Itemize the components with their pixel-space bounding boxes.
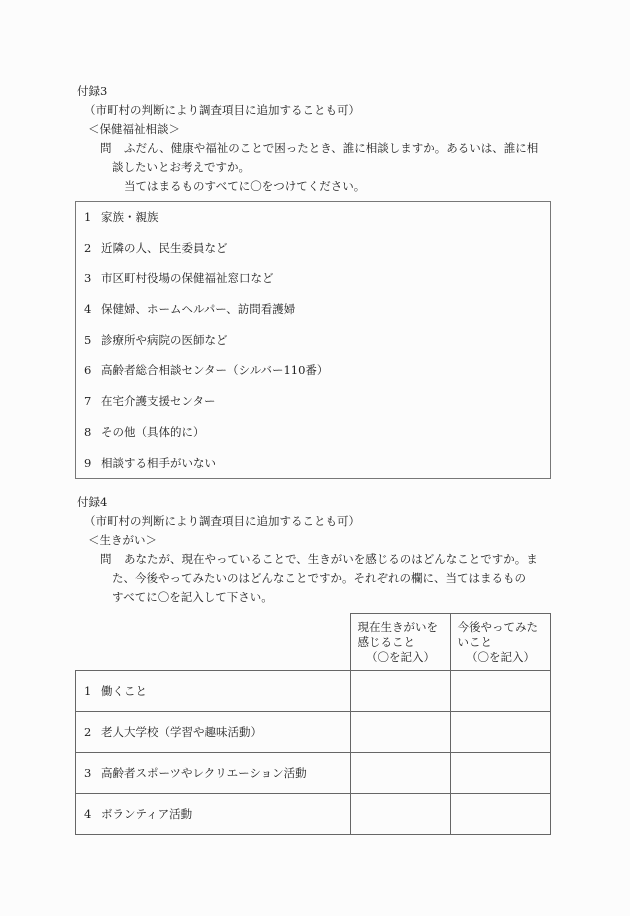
row-number: 2: [84, 725, 92, 739]
option-number: 7: [84, 394, 92, 408]
option-label: 近隣の人、民生委員など: [101, 241, 228, 255]
header-future-sub: （〇を記入）: [466, 650, 535, 664]
appendix-4-topic: ＜生きがい＞: [88, 533, 157, 547]
appendix-4-note: （市町村の判断により調査項目に追加することも可）: [84, 514, 360, 528]
current-mark-cell[interactable]: [350, 712, 450, 753]
future-mark-cell[interactable]: [450, 671, 550, 712]
future-mark-cell[interactable]: [450, 753, 550, 794]
row-text: 働くこと: [101, 684, 147, 698]
current-mark-cell[interactable]: [350, 794, 450, 835]
current-mark-cell[interactable]: [350, 753, 450, 794]
option-item[interactable]: [76, 355, 550, 386]
option-number: 3: [84, 271, 92, 285]
ikigai-table: [75, 613, 551, 835]
current-mark-cell[interactable]: [350, 671, 450, 712]
header-future-title: 今後やってみたいこと: [457, 620, 538, 649]
option-number: 8: [84, 425, 92, 439]
option-number: 4: [84, 302, 92, 316]
option-item[interactable]: [76, 263, 550, 294]
option-item[interactable]: [76, 325, 550, 356]
question-4-line-3: すべてに〇を記入して下さい。: [112, 590, 273, 604]
appendix-3-heading: 付録3: [77, 84, 108, 98]
future-mark-cell[interactable]: [450, 794, 550, 835]
table-row: [76, 671, 551, 712]
header-blank-cell: [76, 614, 351, 671]
option-number: 1: [84, 210, 92, 224]
option-number: 2: [84, 241, 92, 255]
header-future-wish: [450, 614, 550, 671]
row-number: 4: [84, 807, 92, 821]
row-text: 高齢者スポーツやレクリエーション活動: [101, 766, 307, 780]
option-label: その他（具体的に）: [101, 425, 205, 439]
option-item[interactable]: [76, 448, 550, 479]
option-number: 9: [84, 456, 92, 470]
option-item[interactable]: [76, 417, 550, 448]
table-row: [76, 753, 551, 794]
appendix-3-note: （市町村の判断により調査項目に追加することも可）: [84, 103, 360, 117]
option-number: 5: [84, 333, 92, 347]
option-label: 高齢者総合相談センター（シルバー110番）: [101, 363, 329, 377]
option-number: 6: [84, 363, 92, 377]
option-label: 市区町村役場の保健福祉窓口など: [101, 271, 274, 285]
question-3-line-1: ふだん、健康や福祉のことで困ったとき、誰に相談しますか。あるいは、誰に相: [124, 141, 539, 155]
table-row: [76, 712, 551, 753]
row-number: 3: [84, 766, 92, 780]
option-item[interactable]: [76, 202, 550, 233]
row-text: ボランティア活動: [101, 807, 193, 821]
appendix-4-heading: 付録4: [77, 495, 108, 509]
row-number: 1: [84, 684, 92, 698]
option-label: 家族・親族: [101, 210, 159, 224]
appendix-3-topic: ＜保健福祉相談＞: [88, 122, 180, 136]
option-label: 診療所や病院の医師など: [101, 333, 228, 347]
option-item[interactable]: [76, 233, 550, 264]
option-label: 保健婦、ホームヘルパー、訪問看護婦: [101, 302, 296, 316]
option-item[interactable]: [76, 294, 550, 325]
question-4-line-1: あなたが、現在やっていることで、生きがいを感じるのはどんなことですか。ま: [124, 552, 538, 566]
question-4-marker: 問: [100, 552, 112, 566]
row-text: 老人大学校（学習や趣味活動）: [101, 725, 262, 739]
option-label: 相談する相手がいない: [101, 456, 216, 470]
table-row: [76, 794, 551, 835]
row-label: [76, 671, 351, 712]
question-3-line-2: 談したいとお考えですか。: [112, 160, 250, 174]
option-item[interactable]: [76, 386, 550, 417]
future-mark-cell[interactable]: [450, 712, 550, 753]
header-current-title: 現在生きがいを感じること: [357, 620, 438, 649]
question-3-instruction: 当てはまるものすべてに〇をつけてください。: [124, 179, 366, 193]
table-header-row: [76, 614, 551, 671]
consultation-options-box: [75, 201, 551, 479]
question-4-line-2: た、今後やってみたいのはどんなことですか。それぞれの欄に、当てはまるもの: [112, 571, 526, 585]
row-label: [76, 753, 351, 794]
row-label: [76, 712, 351, 753]
option-label: 在宅介護支援センター: [101, 394, 216, 408]
question-3-marker: 問: [100, 141, 112, 155]
header-current-ikigai: [350, 614, 450, 671]
header-current-sub: （〇を記入）: [366, 650, 435, 664]
row-label: [76, 794, 351, 835]
